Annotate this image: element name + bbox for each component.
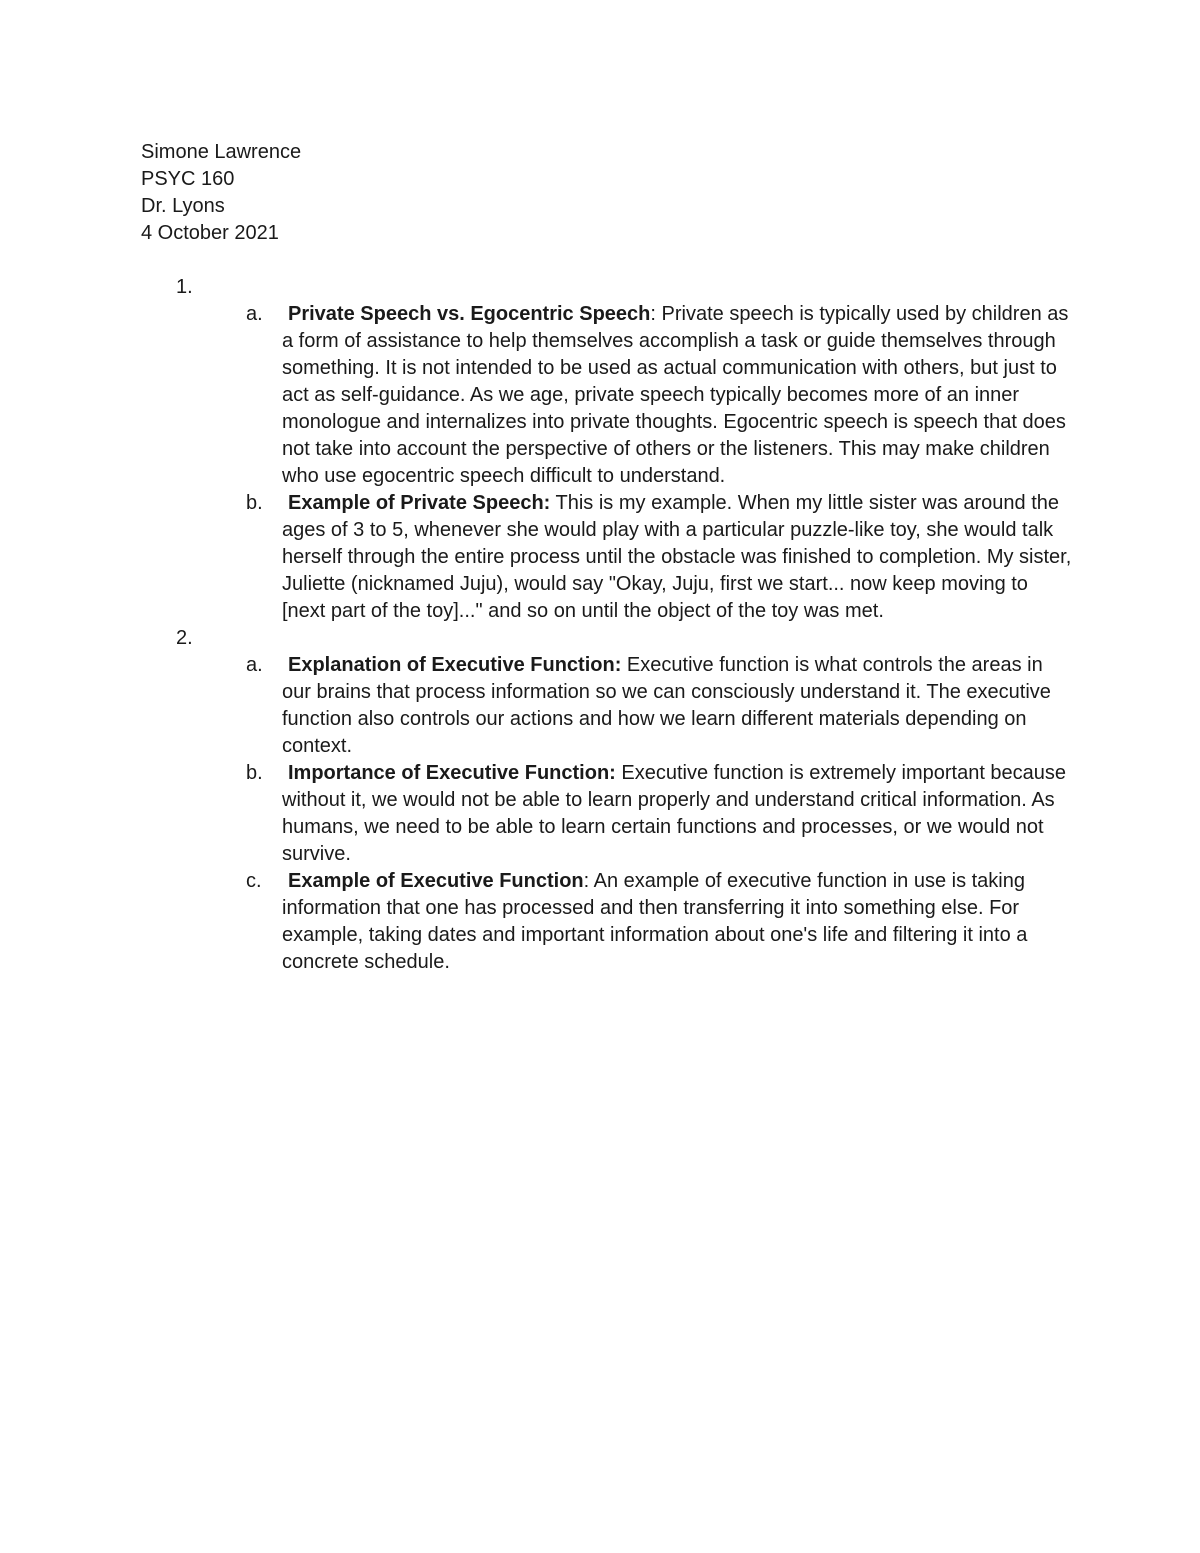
item-heading: Private Speech vs. Egocentric Speech: [288, 303, 651, 325]
item-heading: Example of Private Speech:: [288, 492, 551, 514]
item-text: Private speech is typically used by children as a form of assistance to help themselves accomplish a task or guide themselves through something. It is not intended to be used as actual communication with others, but just to act as self-guidance. As we age, private speech typically becomes more of an inner monologue and internalizes into private thoughts. Egocentric speech is speech that does not take into account the perspective of others or the listeners. This may make children who use egocentric speech difficult to understand.: [282, 303, 1069, 487]
answer-list: [0, 274, 1200, 976]
item-heading-separator: :: [650, 303, 656, 325]
instructor-name: Dr. Lyons: [141, 195, 225, 217]
question-number: 2.: [176, 627, 193, 649]
answer-1b: [0, 490, 1072, 625]
document-header: [141, 139, 301, 247]
item-letter: c.: [246, 870, 262, 892]
item-text: Executive function is what controls the areas in our brains that process information so we can consciously understand it. The executive function also controls our actions and how we learn different materials depending on context.: [282, 654, 1051, 757]
item-text: An example of executive function in use is taking information that one has processed and then transferring it into something else. For example, taking dates and important information about one's life and filtering it into a concrete schedule.: [282, 870, 1028, 973]
item-letter: a.: [246, 303, 263, 325]
answer-2a: [0, 652, 1072, 760]
question-number: 1.: [176, 276, 193, 298]
item-text: This is my example. When my little sister was around the ages of 3 to 5, whenever she would play with a particular puzzle-like toy, she would talk herself through the entire process until the obstacle was finished to completion. My sister, Juliette (nicknamed Juju), would say "Okay, Juju, first we start... now keep moving to [next part of the toy]..." and so on until the object of the toy was met.: [282, 492, 1072, 622]
course-code: PSYC 160: [141, 168, 235, 190]
item-heading: Example of Executive Function: [288, 870, 584, 892]
answer-2b: [0, 760, 1072, 868]
answer-2c: [0, 868, 1072, 976]
item-heading-separator: :: [583, 870, 590, 892]
question-2: [0, 625, 1200, 976]
item-heading: Importance of Executive Function:: [288, 762, 616, 784]
question-1: [0, 274, 1200, 625]
item-text: Executive function is extremely important because without it, we would not be able to learn properly and understand critical information. As humans, we need to be able to learn certain functions and processes, or we would not survive.: [282, 762, 1067, 865]
item-letter: b.: [246, 762, 263, 784]
student-name: Simone Lawrence: [141, 141, 302, 163]
item-letter: b.: [246, 492, 263, 514]
item-heading: Explanation of Executive Function:: [288, 654, 622, 676]
answer-1a: [0, 301, 1072, 490]
submission-date: 4 October 2021: [141, 222, 279, 244]
item-letter: a.: [246, 654, 263, 676]
